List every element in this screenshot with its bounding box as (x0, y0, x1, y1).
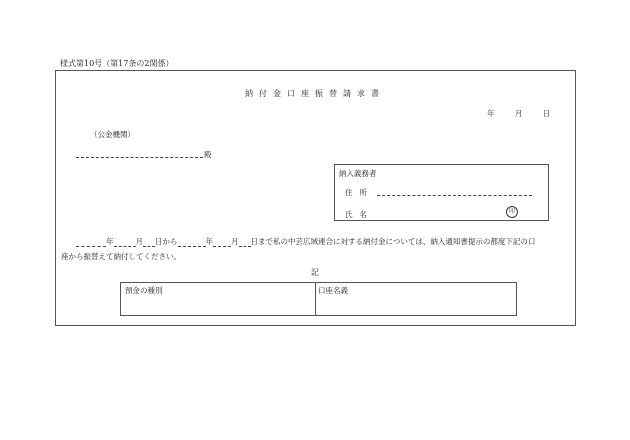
account-name-label: 口座名義 (318, 286, 348, 295)
ki-label: 記 (311, 268, 319, 277)
request-text-line1: 日まで私の中芸広域連合に対する納付金については、納入通知書提示の都度下記の口 (250, 237, 536, 246)
start-day-label: 日から (155, 237, 178, 246)
period-row (76, 236, 535, 248)
request-text-line2: 座から振替えて納付してください。 (61, 252, 181, 261)
name-label: 氏名 (345, 210, 374, 219)
end-day-field[interactable] (239, 237, 251, 247)
seal-icon: 印 (506, 206, 518, 218)
form-number: 様式第10号（第17条の2関係） (60, 59, 174, 68)
table-divider (315, 283, 316, 315)
addressee-field[interactable] (76, 157, 203, 158)
date-line: 年 月 日 (487, 109, 551, 118)
end-month-label: 月 (231, 237, 239, 246)
address-field[interactable] (377, 195, 532, 196)
start-month-label: 月 (135, 237, 143, 246)
start-month-field[interactable] (114, 237, 136, 247)
start-year-label: 年 (106, 237, 114, 246)
end-year-label: 年 (205, 237, 213, 246)
public-body-label: （公金機関） (90, 130, 135, 139)
start-day-field[interactable] (143, 237, 155, 247)
end-month-field[interactable] (213, 237, 231, 247)
start-year-field[interactable] (76, 237, 106, 247)
addressee-suffix: 殿 (204, 150, 212, 159)
payer-heading: 納入義務者 (339, 169, 377, 178)
address-label: 住所 (345, 188, 374, 197)
form-title: 納付金口座振替請求書 (245, 89, 385, 98)
end-year-field[interactable] (178, 237, 206, 247)
deposit-type-label: 預金の種別 (125, 286, 163, 295)
